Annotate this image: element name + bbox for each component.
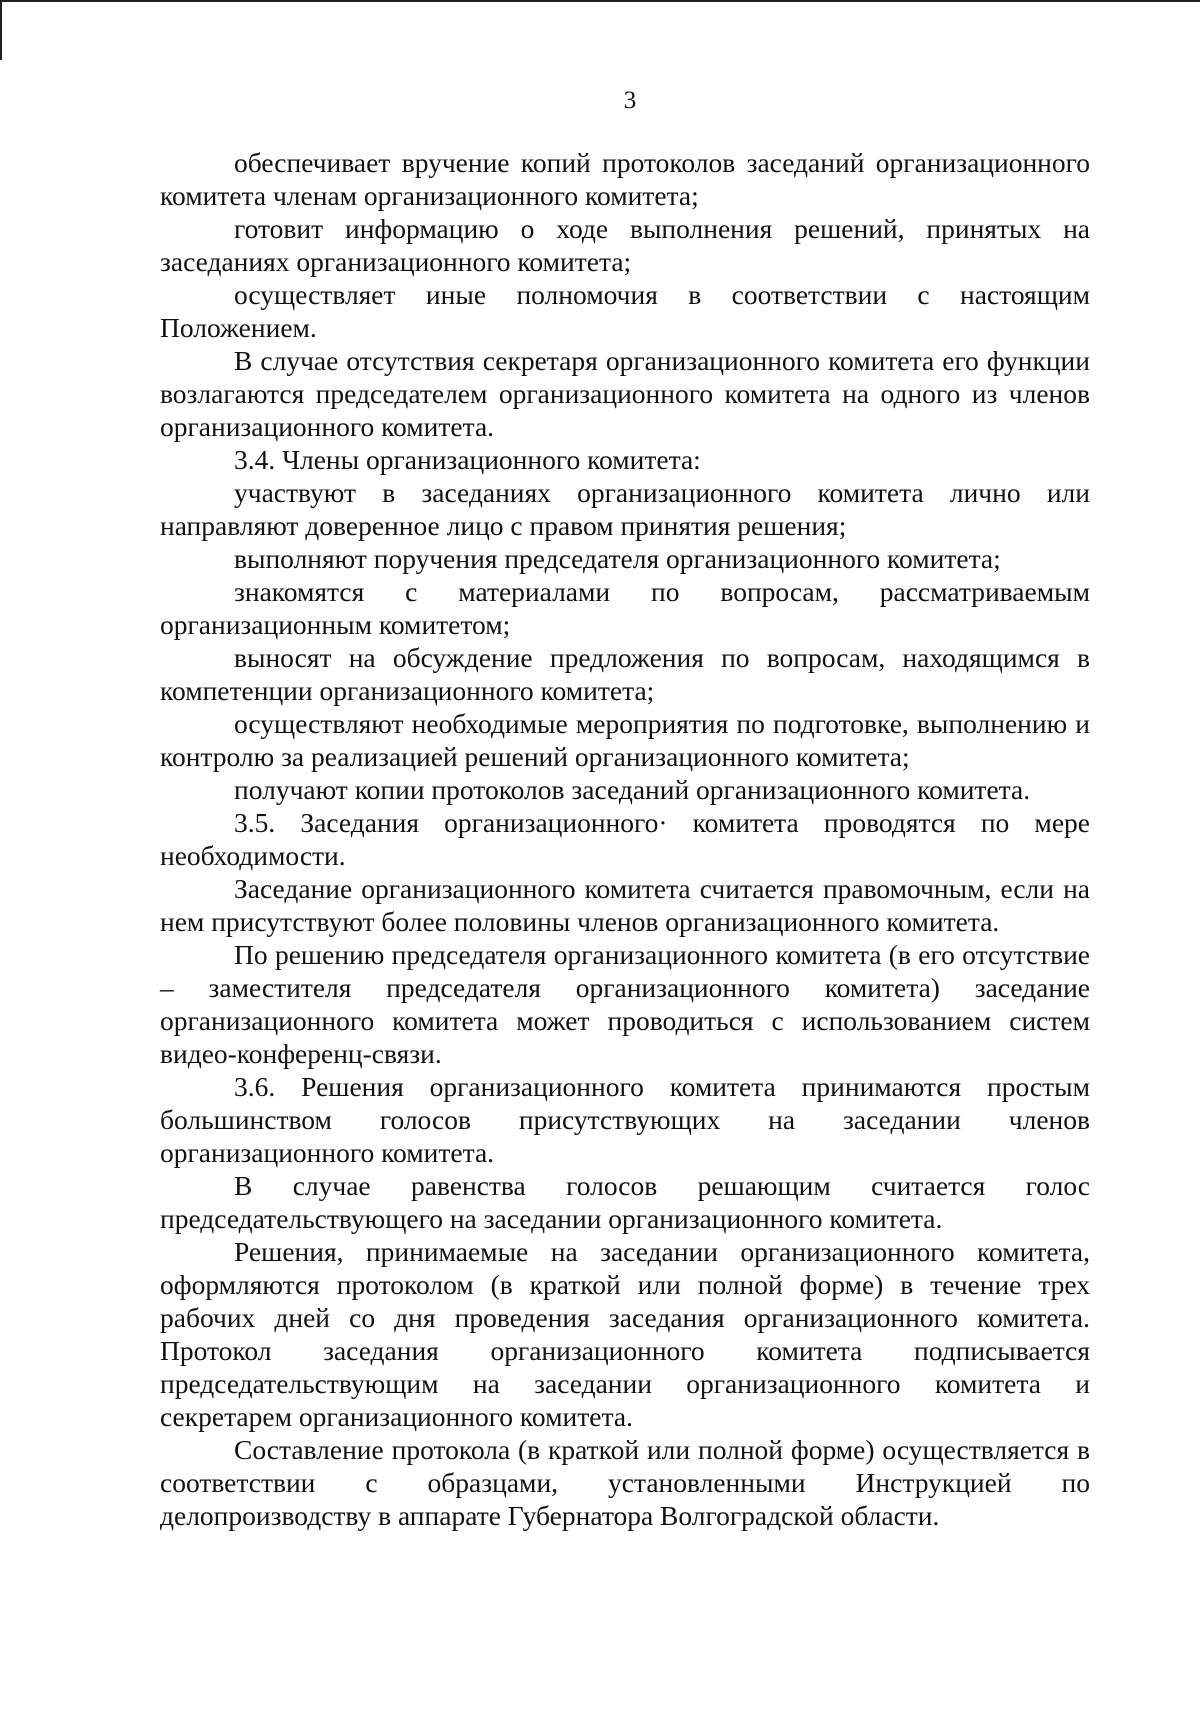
section-heading: 3.4. Члены организационного комитета: bbox=[234, 444, 701, 475]
paragraph: знакомятся с материалами по вопросам, рассматриваемым организационным комитетом; bbox=[160, 576, 1090, 640]
paragraph: Составление протокола (в краткой или полной форме) осуществляется в соответствии с образцами, установленными Инструкцией по делопроизводству в аппарате Губернатора Волгоградской области. bbox=[160, 1434, 1090, 1531]
paragraph: 3.6. Решения организационного комитета принимаются простым большинством голосов присутствующих на заседании членов организационного комитета. bbox=[160, 1071, 1090, 1168]
paragraph: В случае равенства голосов решающим считается голос председательствующего на заседании организационного комитета. bbox=[160, 1170, 1090, 1234]
scan-edge-left bbox=[0, 0, 2, 60]
paragraph: получают копии протоколов заседаний организационного комитета. bbox=[234, 774, 1031, 805]
paragraph: Заседание организационного комитета считается правомочным, если на нем присутствуют более половины членов организационного комитета. bbox=[160, 873, 1090, 937]
paragraph: осуществляет иные полномочия в соответствии с настоящим Положением. bbox=[160, 279, 1090, 343]
paragraph: 3.5. Заседания организационного· комитета проводятся по мере необходимости. bbox=[160, 807, 1090, 871]
paragraph: По решению председателя организационного комитета (в его отсутствие – заместителя председателя организационного комитета) заседание организационного комитета может проводиться с использованием систем видео-конференц-связи. bbox=[160, 939, 1090, 1069]
paragraph: осуществляют необходимые мероприятия по подготовке, выполнению и контролю за реализацией решений организационного комитета; bbox=[160, 708, 1090, 772]
paragraph: готовит информацию о ходе выполнения решений, принятых на заседаниях организационного комитета; bbox=[160, 213, 1090, 277]
paragraph: выполняют поручения председателя организационного комитета; bbox=[234, 543, 1001, 574]
paragraph: Решения, принимаемые на заседании организационного комитета, оформляются протоколом (в краткой или полной форме) в течение трех рабочих дней со дня проведения заседания организационного комитета. Протокол заседания организационного комитета подписывается председательствующим на заседании организационного комитета и секретарем организационного комитета. bbox=[160, 1236, 1090, 1432]
document-body bbox=[160, 146, 1090, 1532]
paragraph: обеспечивает вручение копий протоколов заседаний организационного комитета членам организационного комитета; bbox=[160, 147, 1090, 211]
scan-edge-top bbox=[0, 0, 1200, 2]
page-number: 3 bbox=[623, 87, 637, 114]
paragraph: участвуют в заседаниях организационного комитета лично или направляют доверенное лицо с правом принятия решения; bbox=[160, 477, 1090, 541]
paragraph: выносят на обсуждение предложения по вопросам, находящимся в компетенции организационного комитета; bbox=[160, 642, 1090, 706]
paragraph: В случае отсутствия секретаря организационного комитета его функции возлагаются председателем организационного комитета на одного из членов организационного комитета. bbox=[160, 345, 1090, 442]
